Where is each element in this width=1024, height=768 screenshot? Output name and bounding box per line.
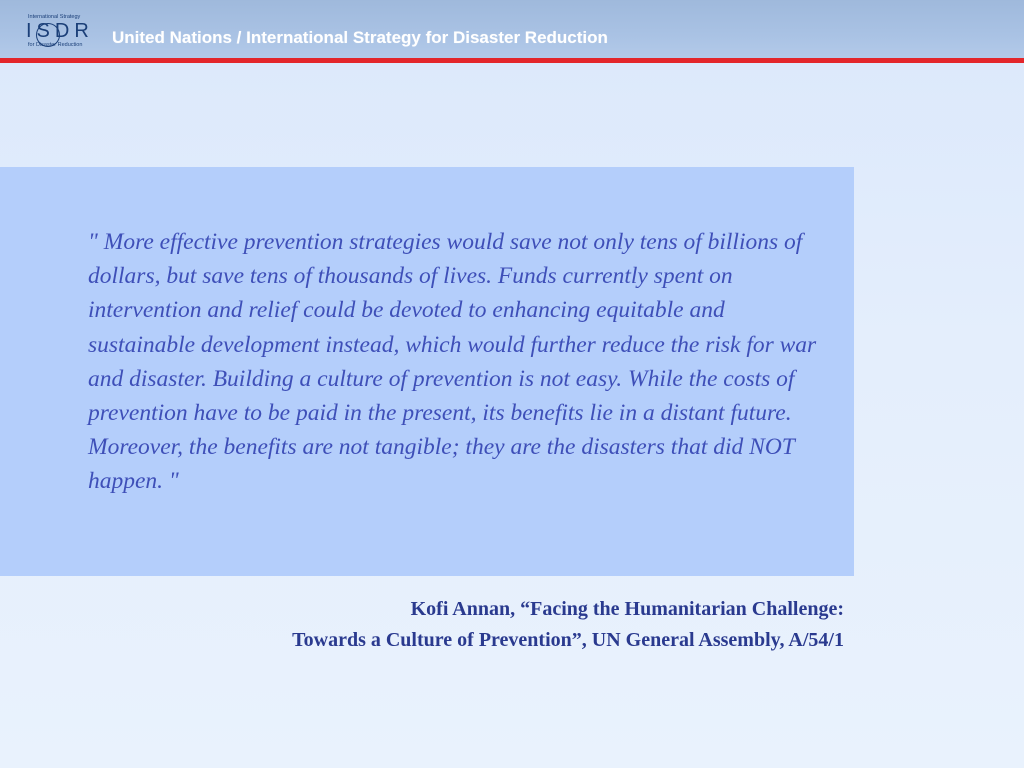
logo-bottom-text: for Disaster Reduction	[28, 42, 83, 48]
header-bar	[0, 0, 1024, 58]
isdr-logo	[26, 14, 100, 52]
quote-text: " More effective prevention strategies would save not only tens of billions of dollars, but save tens of thousands of lives. Funds currently spent on intervention and relief could be devoted to enhancing equitable and sustainable development instead, which would further reduce the risk for war and disaster. Building a culture of prevention is not easy. While the costs of prevention have to be paid in the present, its benefits lie in a distant future. Moreover, the benefits are not tangible; they are the disasters that did NOT happen. "	[88, 229, 817, 495]
citation-line-2: Towards a Culture of Prevention”, UN General Assembly, A/54/1	[292, 629, 844, 651]
citation	[100, 594, 844, 656]
header-divider	[0, 58, 1024, 63]
header-title: United Nations / International Strategy for Disaster Reduction	[112, 28, 608, 47]
logo-letters: ISDR	[26, 20, 94, 42]
logo-top-text: International Strategy	[28, 14, 81, 20]
citation-line-1: Kofi Annan, “Facing the Humanitarian Challenge:	[410, 598, 844, 620]
